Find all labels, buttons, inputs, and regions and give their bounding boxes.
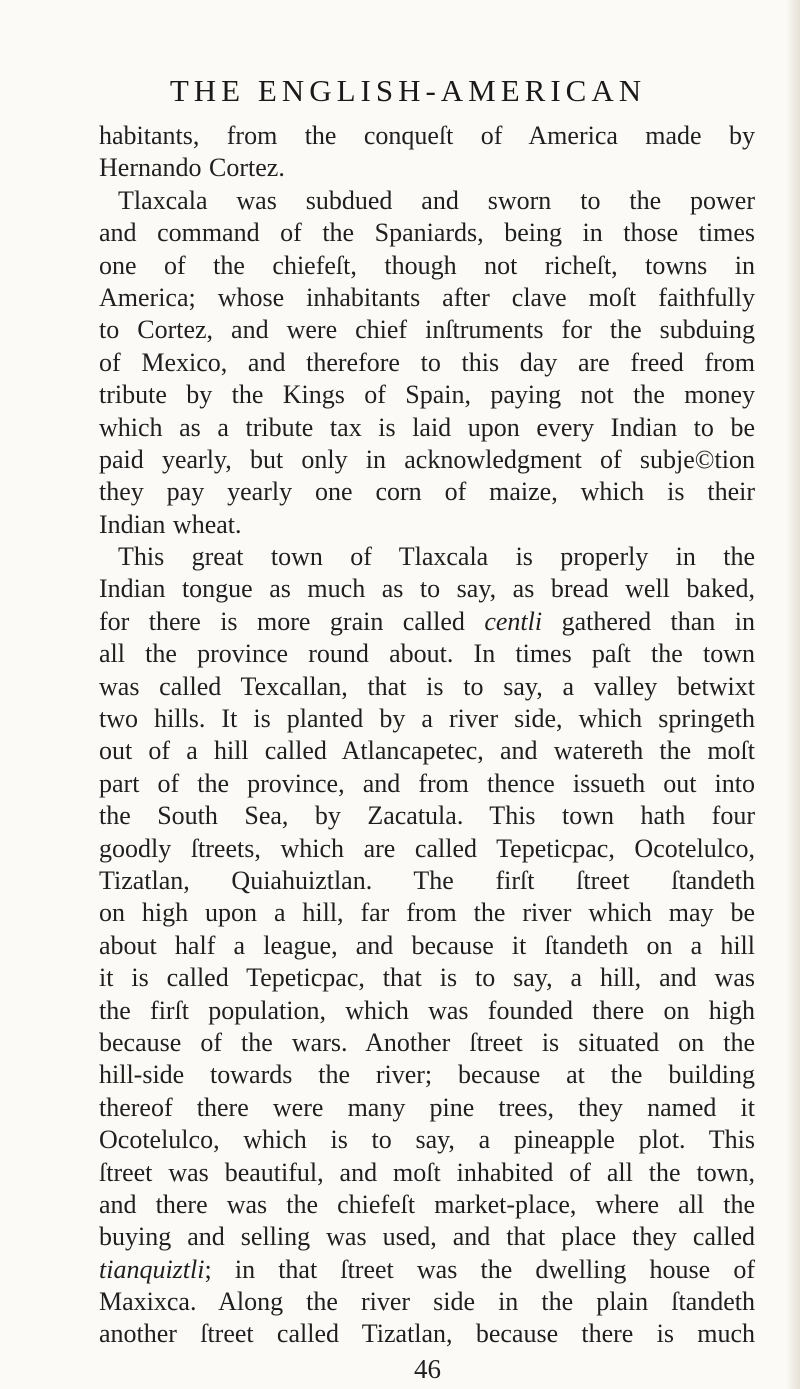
text-line xyxy=(99,541,755,573)
text-segment: paid yearly, but only in acknowledgment of subje©tion xyxy=(99,444,755,474)
text-segment: the firſt population, which was founded there on high xyxy=(99,995,755,1025)
text-line xyxy=(99,152,755,184)
text-segment: about half a league, and because it ſtandeth on a hill xyxy=(99,930,755,960)
text-line xyxy=(99,800,755,832)
text-segment: thereof there were many pine trees, they named it xyxy=(99,1092,755,1122)
text-segment: because of the wars. Another ſtreet is situated on the xyxy=(99,1027,755,1057)
text-line xyxy=(99,379,755,411)
text-segment: Maxixca. Along the river side in the plain ſtandeth xyxy=(99,1287,755,1317)
text-segment: habitants, from the conqueſt of America made by xyxy=(99,121,755,150)
text-segment: the South Sea, by Zacatula. This town hath four xyxy=(99,801,755,831)
text-line xyxy=(99,865,755,897)
italic-term: centli xyxy=(484,606,543,636)
italic-term: tianquiztli xyxy=(99,1254,205,1284)
text-segment: it is called Tepeticpac, that is to say, a hill, and was xyxy=(99,963,755,993)
text-segment: on high upon a hill, far from the river which may be xyxy=(99,898,755,928)
text-line xyxy=(99,1254,755,1286)
text-segment: which as a tribute tax is laid upon every Indian to be xyxy=(99,412,755,442)
text-line xyxy=(99,1189,755,1221)
text-segment: and command of the Spaniards, being in those times xyxy=(99,218,755,248)
text-line xyxy=(99,573,755,605)
text-line xyxy=(99,1318,755,1350)
text-segment: was called Texcallan, that is to say, a valley betwixt xyxy=(99,671,755,701)
text-segment: one of the chiefeſt, though not richeſt, towns in xyxy=(99,250,755,280)
text-line xyxy=(99,1027,755,1059)
text-segment: Indian tongue as much as to say, as bread well baked, xyxy=(99,574,755,604)
text-line xyxy=(99,1221,755,1253)
text-segment: they pay yearly one corn of maize, which is their xyxy=(99,477,755,507)
text-line xyxy=(99,995,755,1027)
text-line xyxy=(99,671,755,703)
text-line xyxy=(99,509,755,541)
text-segment: tribute by the Kings of Spain, paying not the money xyxy=(99,380,755,410)
text-line xyxy=(99,185,755,217)
text-line xyxy=(99,250,755,282)
text-segment: to Cortez, and were chief inſtruments for the subduing xyxy=(99,315,755,345)
text-segment: America; whose inhabitants after clave moſt faithfully xyxy=(99,282,755,312)
text-line xyxy=(99,703,755,735)
text-line xyxy=(99,962,755,994)
text-line xyxy=(99,606,755,638)
text-line xyxy=(99,1124,755,1156)
text-segment: another ſtreet called Tizatlan, because there is much xyxy=(99,1319,755,1349)
text-segment: part of the province, and from thence issueth out into xyxy=(99,768,755,798)
text-segment: goodly ſtreets, which are called Tepeticpac, Ocotelulco, xyxy=(99,833,755,863)
text-segment: This great town of Tlaxcala is properly in the xyxy=(118,542,755,572)
text-segment: buying and selling was used, and that place they called xyxy=(99,1222,755,1252)
text-segment: all the province round about. In times paſt the town xyxy=(99,639,755,669)
text-segment: Tizatlan, Quiahuiztlan. The firſt ſtreet ſtandeth xyxy=(99,865,755,895)
text-segment: and there was the chiefeſt market-place, where all the xyxy=(99,1189,755,1219)
running-head: THE ENGLISH-AMERICAN xyxy=(169,73,647,108)
text-segment: two hills. It is planted by a river side, which springeth xyxy=(99,704,755,734)
text-line xyxy=(99,833,755,865)
text-line xyxy=(99,476,755,508)
text-segment: of Mexico, and therefore to this day are freed from xyxy=(99,347,755,377)
text-line xyxy=(99,347,755,379)
text-line xyxy=(99,768,755,800)
text-line xyxy=(99,1286,755,1318)
text-segment: Indian wheat. xyxy=(99,509,242,539)
text-segment: for there is more grain called xyxy=(99,606,485,636)
text-line xyxy=(99,217,755,249)
text-line xyxy=(99,897,755,929)
page-number: 46 xyxy=(414,1354,441,1384)
text-line xyxy=(99,1092,755,1124)
text-segment: gathered than in xyxy=(542,606,755,636)
text-line xyxy=(99,1059,755,1091)
text-segment: hill-side towards the river; because at the building xyxy=(99,1060,755,1090)
page-edge-shadow xyxy=(786,0,800,1389)
text-segment: Hernando Cortez. xyxy=(99,153,285,183)
text-segment: Ocotelulco, which is to say, a pineapple plot. This xyxy=(99,1125,755,1155)
text-segment: ; in that ſtreet was the dwelling house of xyxy=(204,1254,755,1284)
text-line xyxy=(99,444,755,476)
text-segment: ſtreet was beautiful, and moſt inhabited of all the town, xyxy=(99,1157,755,1187)
text-segment: Tlaxcala was subdued and sworn to the power xyxy=(118,185,755,215)
text-line xyxy=(99,1157,755,1189)
text-segment: out of a hill called Atlancapetec, and watereth the moſt xyxy=(99,736,755,766)
text-line xyxy=(99,120,755,152)
text-line xyxy=(99,930,755,962)
text-line xyxy=(99,412,755,444)
text-line xyxy=(99,638,755,670)
text-line xyxy=(99,735,755,767)
text-line xyxy=(99,314,755,346)
text-line xyxy=(99,282,755,314)
body-text xyxy=(99,120,755,1351)
